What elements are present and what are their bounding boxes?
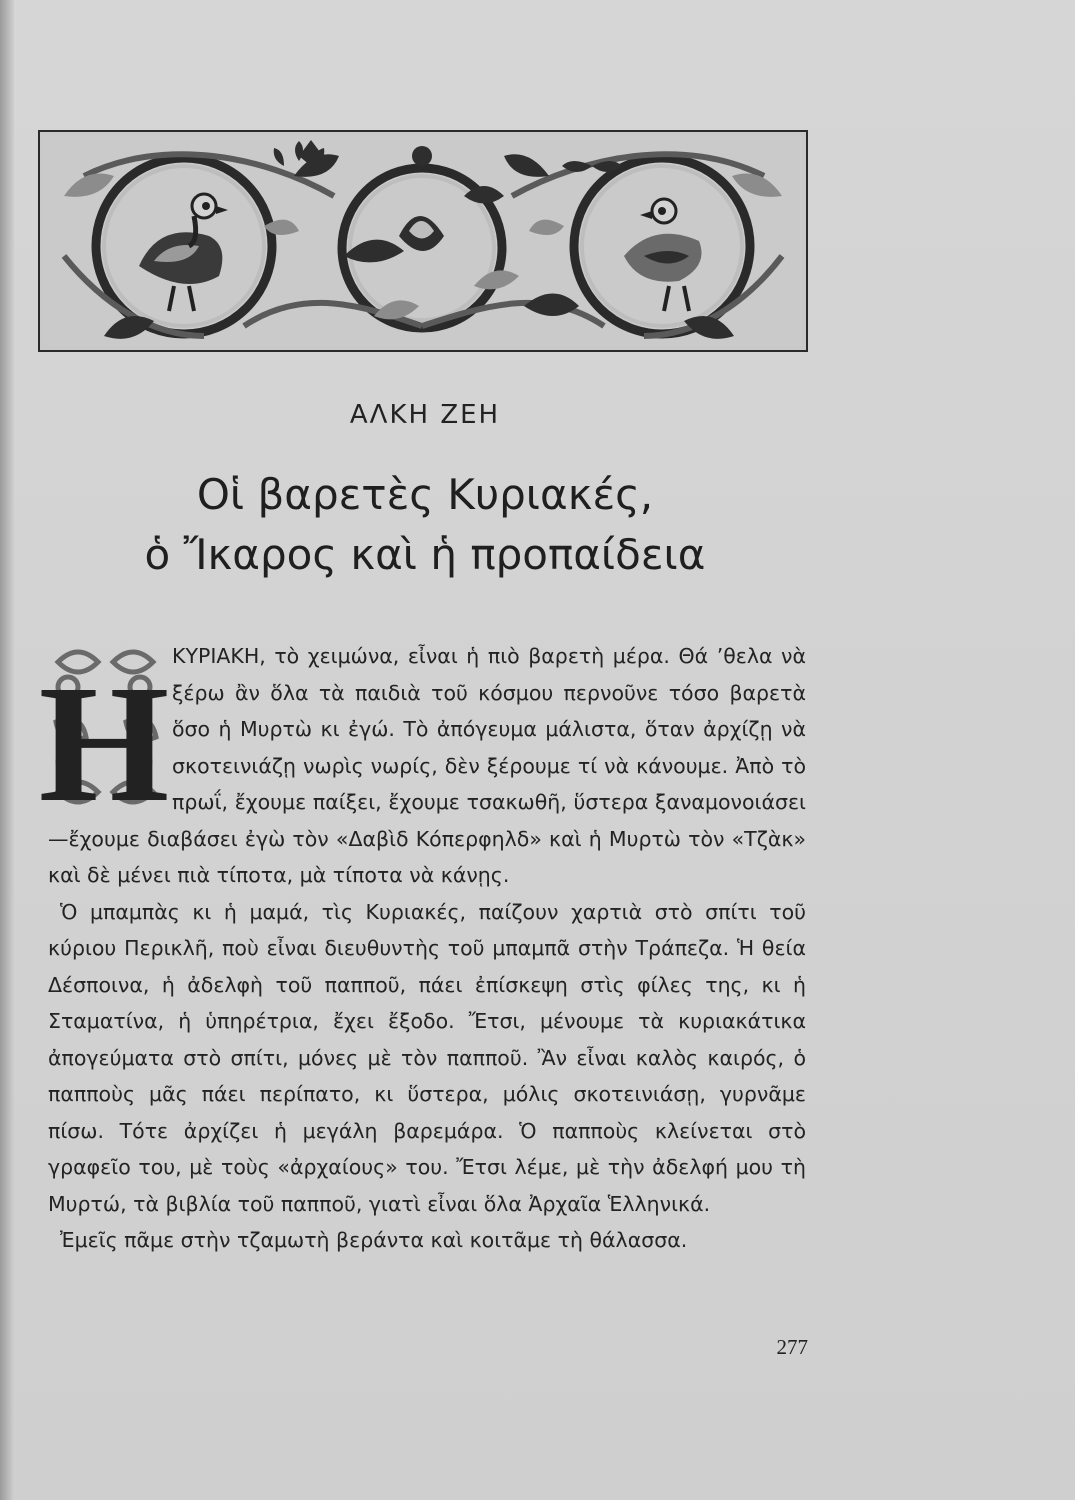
- decorative-headpiece: [38, 130, 808, 352]
- ornament-birds-vines-icon: [44, 136, 802, 346]
- author-name: ΑΛΚΗ ΖΕΗ: [349, 400, 501, 430]
- ornate-drop-cap-icon: [38, 642, 170, 837]
- drop-cap-letter: Η: [38, 651, 170, 837]
- story-title: [0, 465, 850, 585]
- paragraph-3: Ἐμεῖς πᾶμε στὴν τζαμωτὴ βεράντα καὶ κοιτᾶμε τὴ θάλασσα.: [60, 1228, 688, 1252]
- drop-cap: [38, 642, 170, 837]
- title-line-1: Οἱ βαρετὲς Κυριακές,: [196, 470, 654, 519]
- gutter-shadow: [0, 0, 14, 1500]
- page-number: 277: [776, 1335, 808, 1359]
- title-line-2: ὁ Ἴκαρος καὶ ἡ προπαίδεια: [144, 530, 706, 579]
- story-body: [38, 638, 806, 1259]
- paragraph-1: ΚΥΡΙΑΚΗ, τὸ χειμώνα, εἶναι ἡ πιὸ βαρετὴ μέρα. Θά ’θελα νὰ ξέρω ἂν ὅλα τὰ παιδιὰ τοῦ κόσμου περνοῦνε τόσο βαρετὰ ὅσο ἡ Μυρτὼ κι ἐγώ. Τὸ ἀπόγευμα μάλιστα, ὅταν ἀρχίζῃ νὰ σκοτεινιάζῃ νωρὶς νωρίς, δὲν ξέρουμε τί νὰ κάνουμε. Ἀπὸ τὸ πρωΐ, ἔχουμε παίξει, ἔχουμε τσακωθῆ, ὕστερα ξαναμονοιάσει —ἔχουμε διαβάσει ἐγὼ τὸν «Δαβὶδ Κόπερφηλδ» καὶ ἡ Μυρτὼ τὸν «Τζὰκ» καὶ δὲ μένει πιὰ τίποτα, μὰ τίποτα νὰ κάνῃς.: [48, 644, 806, 887]
- paragraph-2: Ὁ μπαμπὰς κι ἡ μαμά, τὶς Κυριακές, παίζουν χαρτιὰ στὸ σπίτι τοῦ κύριου Περικλῆ, ποὺ εἶναι διευθυντὴς τοῦ μπαμπᾶ στὴν Τράπεζα. Ἡ θεία Δέσποινα, ἡ ἀδελφὴ τοῦ παπποῦ, πάει ἐπίσκεψη στὶς φίλες της, κι ἡ Σταματίνα, ἡ ὑπηρέτρια, ἔχει ἔξοδο. Ἔτσι, μένουμε τὰ κυριακάτικα ἀπογεύματα στὸ σπίτι, μόνες μὲ τὸν παπποῦ. Ἂν εἶναι καλὸς καιρός, ὁ παπποὺς μᾶς πάει περίπατο, κι ὕστερα, μόλις σκοτεινιάσῃ, γυρνᾶμε πίσω. Τότε ἀρχίζει ἡ μεγάλη βαρεμάρα. Ὁ παπποὺς κλείνεται στὸ γραφεῖο του, μὲ τοὺς «ἀρχαίους» του. Ἔτσι λέμε, μὲ τὴν ἀδελφή μου τὴ Μυρτώ, τὰ βιβλία τοῦ παπποῦ, γιατὶ εἶναι ὅλα Ἀρχαῖα Ἑλληνικά.: [48, 899, 806, 1216]
